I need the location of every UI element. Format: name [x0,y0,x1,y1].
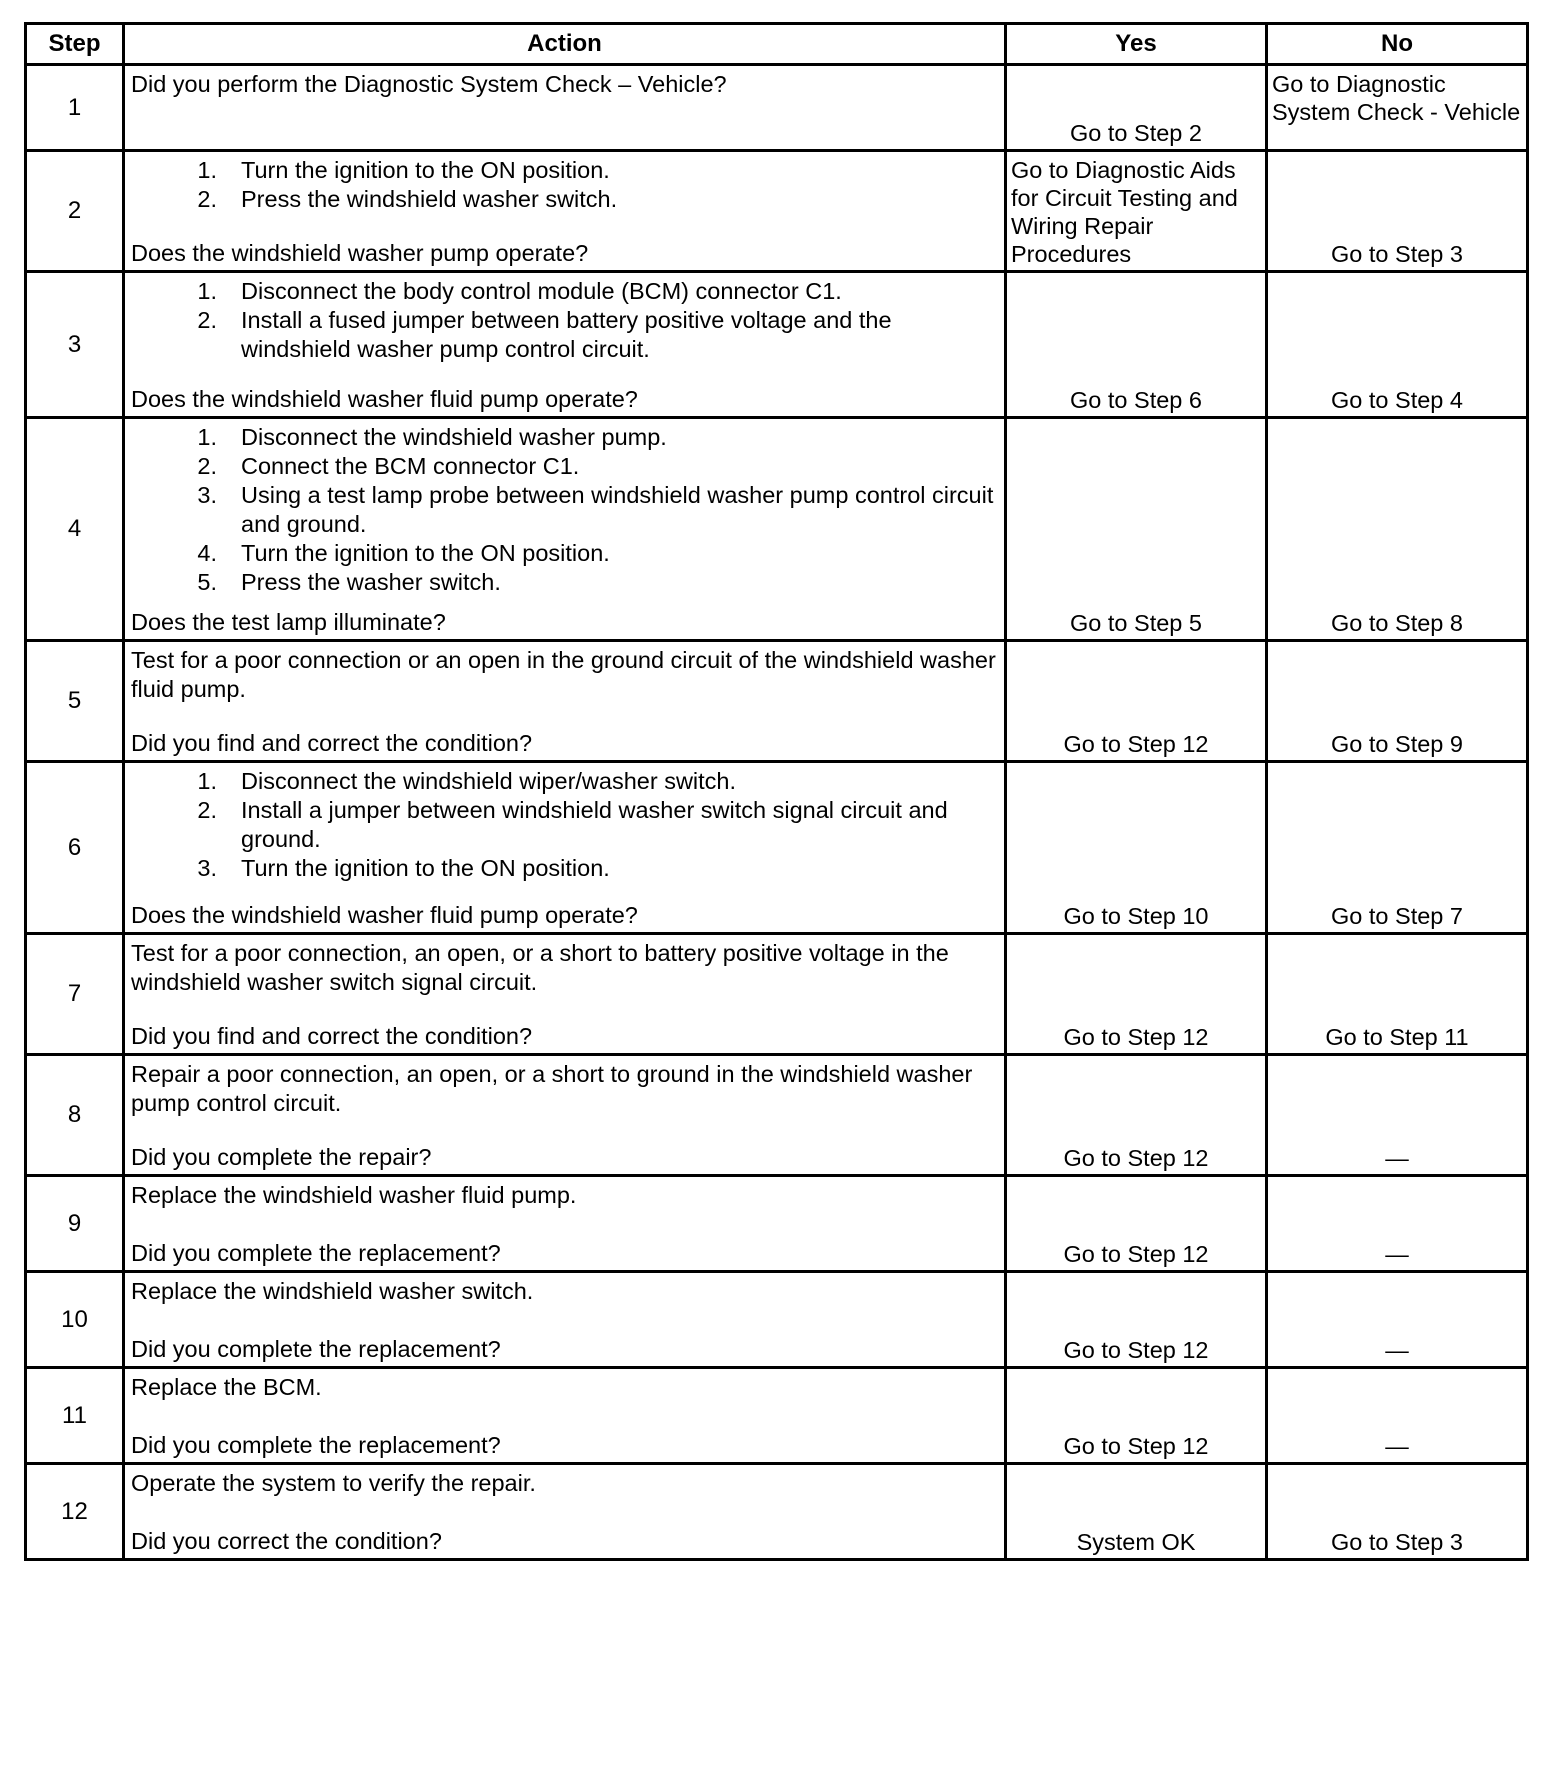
action-step-item: 3. Turn the ignition to the ON position. [197,855,610,881]
action-cell [124,272,1006,418]
step-number: 1 [26,65,124,151]
yes-cell: Go to Step 10 [1006,762,1267,934]
action-step-item: 3. Using a test lamp probe between windshield washer pump control circuit and ground. [197,482,994,537]
step-number: 6 [26,762,124,934]
action-steps-list [131,156,998,214]
diagnostic-table [24,22,1529,1561]
action-step-item: 2. Install a fused jumper between battery positive voltage and the windshield washer pump control circuit. [197,307,892,362]
yes-cell: Go to Step 12 [1006,1368,1267,1464]
no-cell: Go to Step 8 [1267,418,1528,641]
no-cell: Go to Diagnostic System Check - Vehicle [1267,65,1528,151]
yes-cell: Go to Step 2 [1006,65,1267,151]
action-cell [124,1176,1006,1272]
yes-cell: Go to Step 12 [1006,1176,1267,1272]
action-text: Operate the system to verify the repair. [131,1470,536,1496]
action-step-item: 1. Disconnect the body control module (BCM) connector C1. [197,278,842,304]
header-row [26,24,1528,65]
table-row [26,1176,1528,1272]
action-question: Did you complete the replacement? [131,1240,501,1266]
action-text: Replace the BCM. [131,1374,322,1400]
table-row [26,418,1528,641]
action-question: Did you complete the replacement? [131,1432,501,1458]
no-cell: Go to Step 9 [1267,641,1528,762]
step-number: 7 [26,934,124,1055]
yes-cell: Go to Step 5 [1006,418,1267,641]
action-text: Repair a poor connection, an open, or a short to ground in the windshield washer pump control circuit. [131,1061,973,1116]
header-action: Action [124,24,1006,65]
action-question: Does the windshield washer fluid pump operate? [131,386,638,412]
action-text: Replace the windshield washer fluid pump. [131,1182,577,1208]
step-number: 12 [26,1464,124,1560]
header-no: No [1267,24,1528,65]
action-cell [124,418,1006,641]
step-number: 2 [26,151,124,272]
table-row [26,1368,1528,1464]
action-steps-list [131,767,998,883]
action-cell [124,641,1006,762]
no-cell: — [1267,1176,1528,1272]
yes-cell: Go to Step 12 [1006,1055,1267,1176]
yes-cell: Go to Diagnostic Aids for Circuit Testing and Wiring Repair Procedures [1006,151,1267,272]
action-question: Does the test lamp illuminate? [131,609,446,635]
action-question: Did you find and correct the condition? [131,1023,533,1049]
table-row [26,65,1528,151]
action-steps-list [131,277,998,364]
yes-cell: Go to Step 12 [1006,1272,1267,1368]
action-text: Did you perform the Diagnostic System Check – Vehicle? [131,71,727,97]
action-cell [124,65,1006,151]
action-step-item: 1. Disconnect the windshield wiper/washer switch. [197,768,737,794]
action-step-item: 2. Install a jumper between windshield washer switch signal circuit and ground. [197,797,948,852]
action-text: Replace the windshield washer switch. [131,1278,534,1304]
no-cell: Go to Step 7 [1267,762,1528,934]
no-cell: Go to Step 3 [1267,151,1528,272]
table-row [26,151,1528,272]
action-step-item: 5. Press the washer switch. [197,569,501,595]
action-steps-list [131,423,998,597]
action-cell [124,1464,1006,1560]
table-row [26,762,1528,934]
action-cell [124,1272,1006,1368]
table-row [26,1464,1528,1560]
action-text: Test for a poor connection or an open in the ground circuit of the windshield washer fluid pump. [131,647,996,702]
header-step: Step [26,24,124,65]
action-step-item: 2. Press the windshield washer switch. [197,186,618,212]
action-step-item: 1. Turn the ignition to the ON position. [197,157,610,183]
action-question: Does the windshield washer pump operate? [131,240,589,266]
yes-cell: System OK [1006,1464,1267,1560]
step-number: 4 [26,418,124,641]
table-header [26,24,1528,65]
action-cell [124,151,1006,272]
action-question: Did you find and correct the condition? [131,730,533,756]
table-row [26,1055,1528,1176]
action-question: Does the windshield washer fluid pump operate? [131,902,638,928]
table-row [26,641,1528,762]
no-cell: Go to Step 3 [1267,1464,1528,1560]
no-cell: — [1267,1272,1528,1368]
no-cell: — [1267,1055,1528,1176]
table-body [26,65,1528,1560]
step-number: 8 [26,1055,124,1176]
step-number: 9 [26,1176,124,1272]
yes-cell: Go to Step 6 [1006,272,1267,418]
action-cell [124,762,1006,934]
no-cell: — [1267,1368,1528,1464]
yes-cell: Go to Step 12 [1006,641,1267,762]
no-cell: Go to Step 4 [1267,272,1528,418]
action-cell [124,1368,1006,1464]
action-cell [124,934,1006,1055]
action-question: Did you correct the condition? [131,1528,442,1554]
no-cell: Go to Step 11 [1267,934,1528,1055]
action-step-item: 2. Connect the BCM connector C1. [197,453,580,479]
step-number: 5 [26,641,124,762]
table-row [26,272,1528,418]
action-step-item: 1. Disconnect the windshield washer pump. [197,424,667,450]
action-cell [124,1055,1006,1176]
step-number: 11 [26,1368,124,1464]
header-yes: Yes [1006,24,1267,65]
action-step-item: 4. Turn the ignition to the ON position. [197,540,610,566]
step-number: 10 [26,1272,124,1368]
yes-cell: Go to Step 12 [1006,934,1267,1055]
table-row [26,1272,1528,1368]
table-row [26,934,1528,1055]
action-question: Did you complete the replacement? [131,1336,501,1362]
action-question: Did you complete the repair? [131,1144,432,1170]
step-number: 3 [26,272,124,418]
action-text: Test for a poor connection, an open, or a short to battery positive voltage in the windshield washer switch signal circuit. [131,940,949,995]
